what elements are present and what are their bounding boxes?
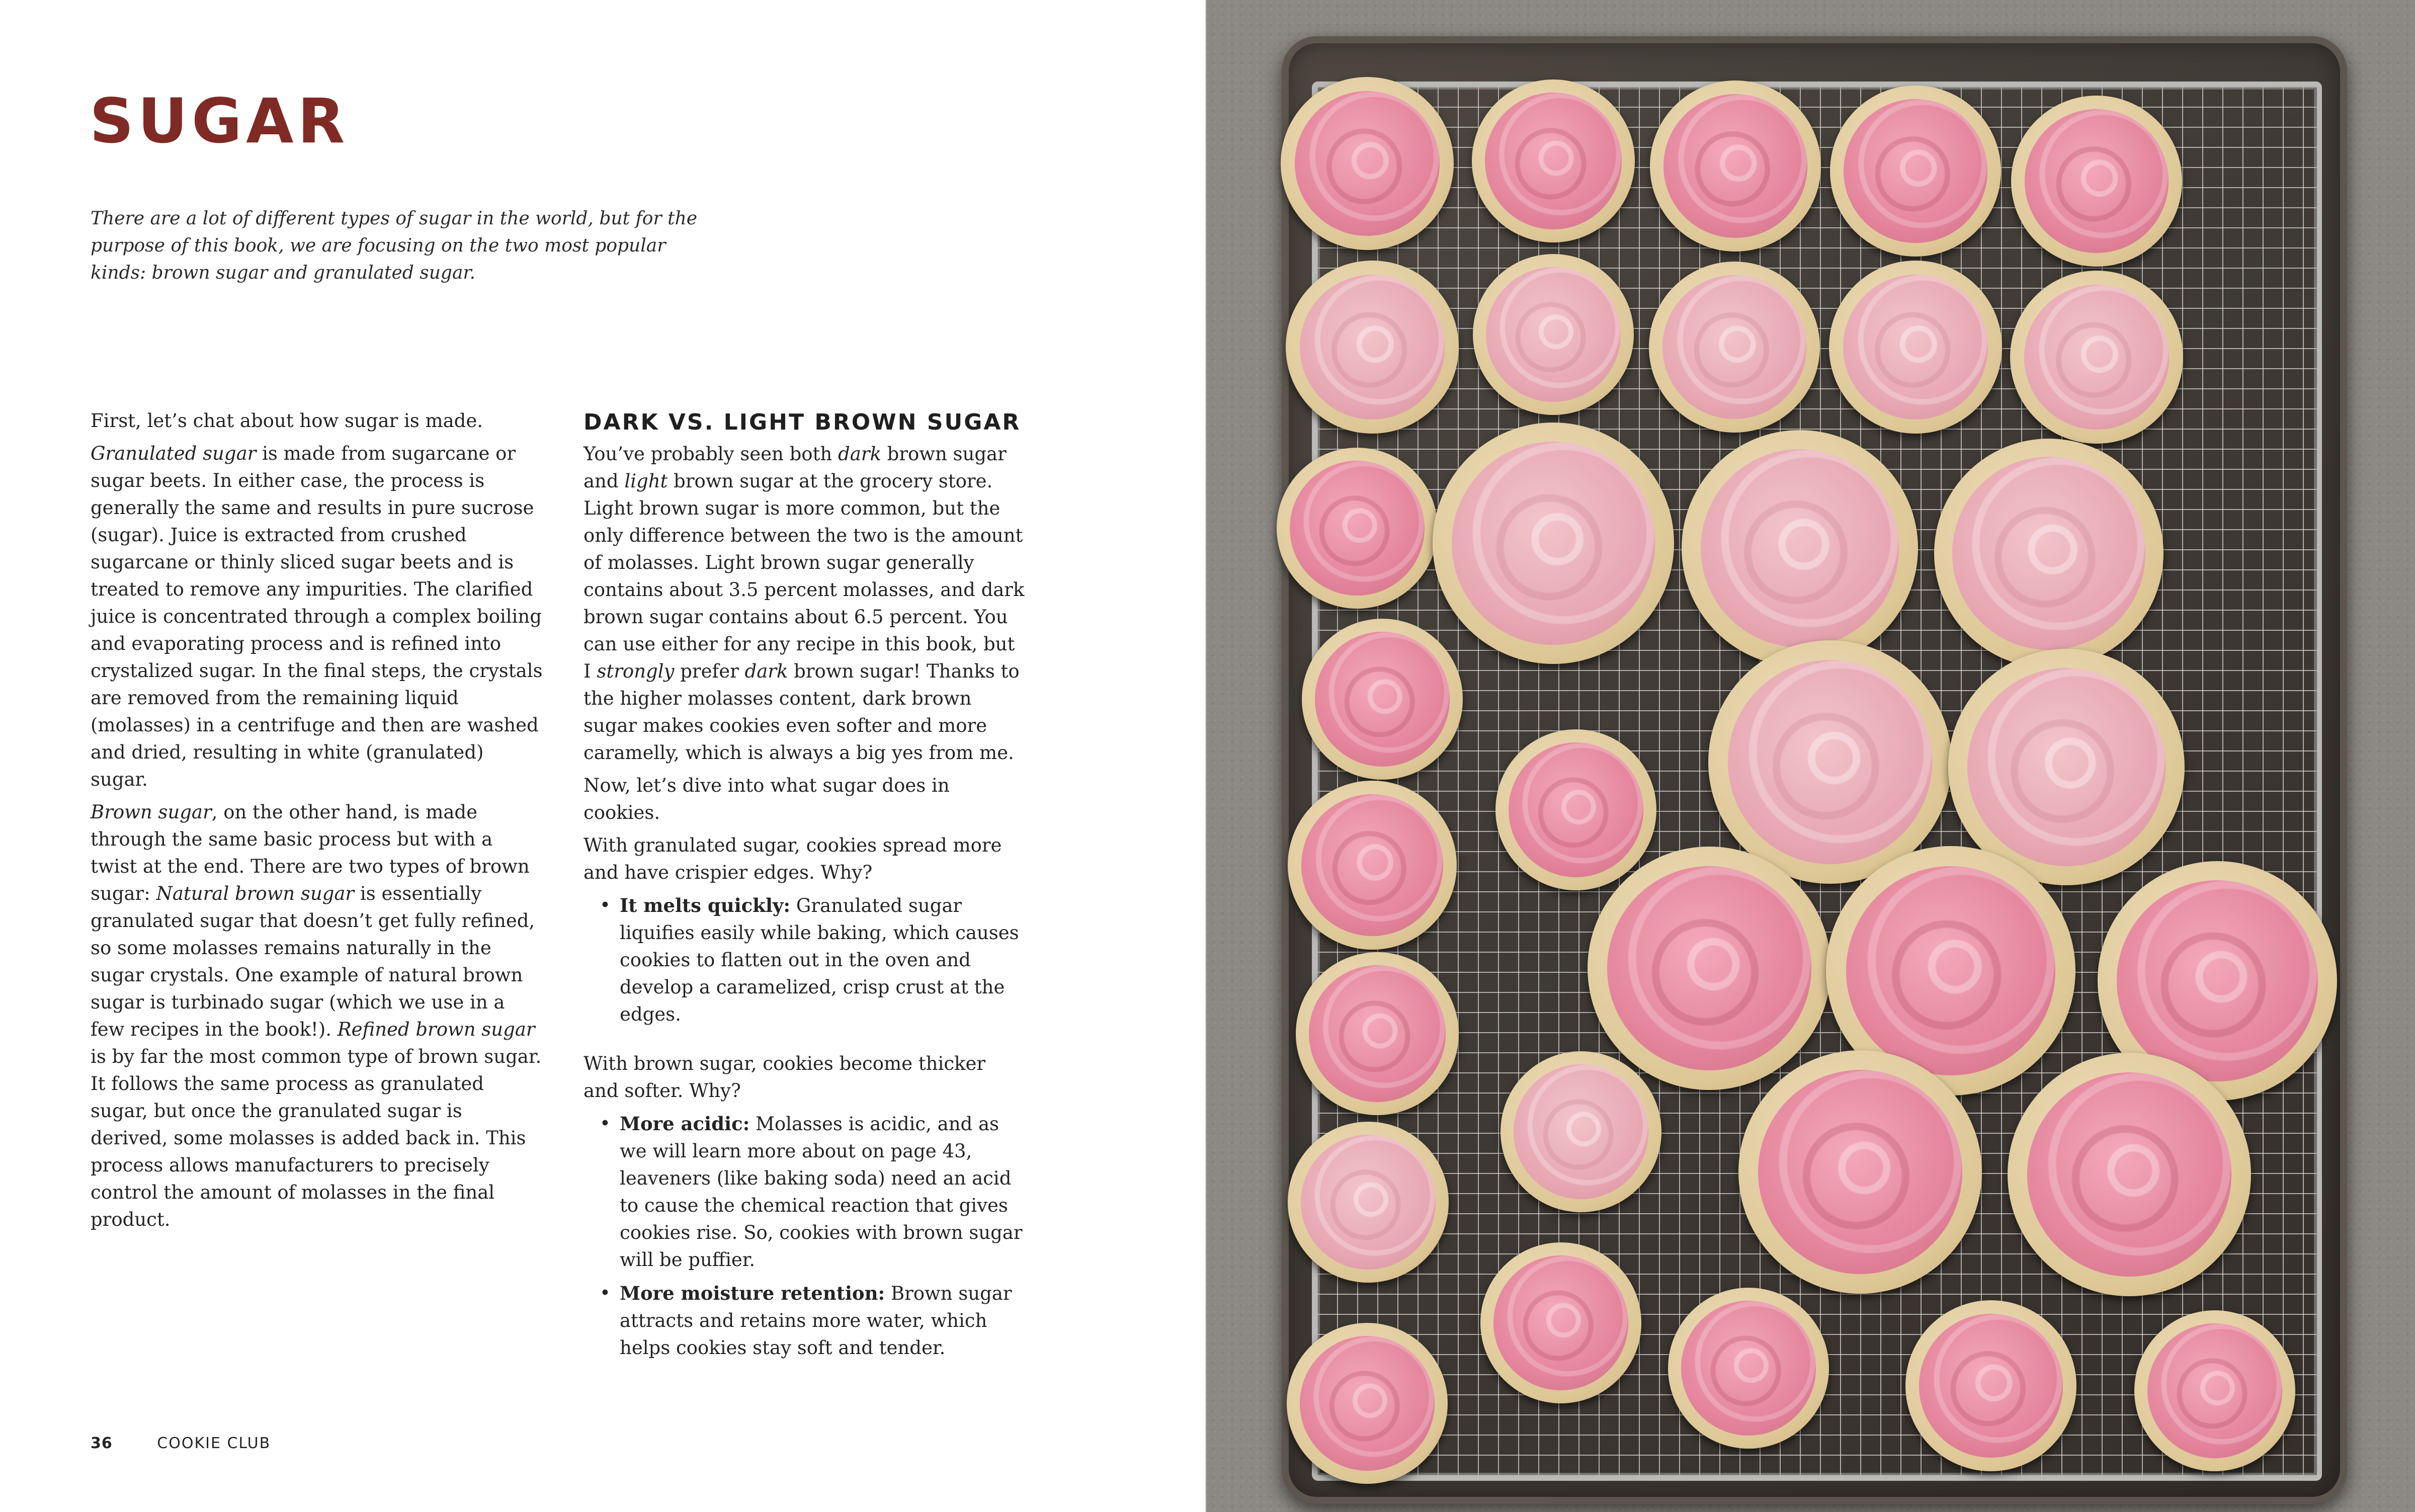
frosted-cookie <box>1286 261 1459 434</box>
frosting-swirl <box>2147 1323 2283 1459</box>
frosting-swirl <box>1493 1255 1629 1391</box>
frosting-swirl <box>1295 91 1440 236</box>
bullet-item <box>620 892 1026 1028</box>
frosted-cookie <box>1288 1122 1449 1283</box>
page-title: SUGAR <box>90 86 349 157</box>
paragraph-text: You’ve probably seen both <box>584 443 839 465</box>
frosted-cookie <box>1830 86 2001 257</box>
frosting-swirl <box>1300 1336 1435 1471</box>
frosting-swirl <box>2024 285 2170 430</box>
frosting-swirl <box>1728 660 1933 865</box>
frosted-cookie <box>1296 952 1459 1115</box>
frosted-cookie <box>1668 1288 1829 1449</box>
frosted-cookie <box>1277 448 1438 609</box>
frosted-cookie <box>1588 847 1831 1090</box>
frosting-swirl <box>1514 1064 1649 1200</box>
paragraph <box>91 440 543 793</box>
frosting-swirl <box>1315 632 1450 767</box>
frosted-cookie <box>1948 649 2185 885</box>
frosting-swirl <box>2027 1072 2232 1277</box>
emphasis: strongly <box>597 660 675 682</box>
section-subhead: DARK VS. LIGHT BROWN SUGAR <box>584 409 1021 435</box>
frosted-cookie <box>2008 1053 2251 1296</box>
right-column <box>584 407 1026 1384</box>
frosting-swirl <box>1300 275 1445 420</box>
paragraph-text: is by far the most common type of brown sugar. It follows the same process as granulated sugar, but once the granulated sugar is derived, some molasses is added back in. This process allows manufacturers to precisely control the amount of molasses in the final product. <box>91 1046 542 1230</box>
term-refined-brown-sugar: Refined brown sugar <box>337 1019 535 1040</box>
frosting-swirl <box>1509 742 1644 878</box>
paragraph <box>91 799 543 1233</box>
paragraph-text: brown sugar and <box>584 443 1007 492</box>
frosting-swirl <box>1701 449 1899 648</box>
book-title: COOKIE CLUB <box>157 1435 271 1452</box>
bullet-title: It melts quickly: <box>620 894 791 916</box>
paragraph-text: is made from sugarcane or sugar beets. In either case, the process is generally the same and results in pure sucrose (sugar). Juice is extracted from crushed sugarcane or thinly sliced sugar beets and is treated to remove any impurities. The clarified juice is concentrated through a complex boiling and evaporating process and is refined into crystalized sugar. In the final steps, the crystals are removed from the remaining liquid (molasses) in a centrifuge and then are washed and dried, resulting in white (granulated) sugar. <box>91 443 543 790</box>
term-natural-brown-sugar: Natural brown sugar <box>156 883 355 904</box>
paragraph-text: brown sugar at the grocery store. Light brown sugar is more common, but the only difference between the two is the amount of molasses. Light brown sugar generally contains about 3.5 percent molasses, and dark brown sugar contains about 6.5 percent. You can use either for any recipe in this book, but I <box>584 470 1025 682</box>
paragraph <box>584 1050 1026 1105</box>
frosted-cookie <box>1288 781 1457 950</box>
bullet-title: More acidic: <box>620 1113 750 1135</box>
emphasis: light <box>624 470 668 492</box>
bullet-title: More moisture retention: <box>620 1282 885 1304</box>
frosted-cookie <box>1650 80 1821 251</box>
frosted-cookie <box>1480 1242 1641 1403</box>
page-footer <box>91 1435 271 1452</box>
bullet-text: Brown sugar attracts and retains more water, which helps cookies stay soft and tender. <box>620 1283 1012 1359</box>
frosted-cookie <box>1501 1051 1661 1212</box>
frosting-swirl <box>1844 99 1987 243</box>
left-page <box>0 0 1206 1512</box>
frosted-cookie <box>1472 79 1635 242</box>
bullet-list-brown <box>584 1110 1026 1362</box>
paragraph-text: With granulated sugar, cookies spread more and have crispier edges. Why? <box>584 834 1002 883</box>
paragraph-text: is essentially granulated sugar that doesn’t get fully refined, so some molasses remains naturally in the sugar crystals. One example of natural brown sugar is turbinado sugar (which we use in a few recipes in the book!). <box>91 883 535 1040</box>
frosting-swirl <box>1952 457 2145 649</box>
frosted-cookie <box>1281 77 1454 250</box>
frosted-cookie <box>1708 640 1952 884</box>
frosted-cookie <box>2011 96 2182 267</box>
paragraph-text: First, let’s chat about how sugar is made. <box>91 410 483 432</box>
paragraph <box>584 772 1026 826</box>
bullet-list-granulated <box>584 892 1026 1028</box>
frosted-cookie <box>1682 430 1918 666</box>
bullet-text: Granulated sugar liquifies easily while baking, which causes cookies to flatten out in the oven and develop a caramelized, crisp crust at the edges. <box>620 895 1019 1025</box>
cookie-photo <box>1206 0 2415 1512</box>
emphasis: dark <box>838 443 881 465</box>
bullet-item <box>620 1280 1026 1362</box>
frosting-swirl <box>1662 275 1806 419</box>
frosting-swirl <box>1846 866 2056 1076</box>
bullet-item <box>620 1110 1026 1274</box>
cookie-layout <box>1206 0 2415 1512</box>
frosted-cookie <box>1433 423 1674 664</box>
paragraph-text: Now, let’s dive into what sugar does in cookies. <box>584 775 950 823</box>
frosting-swirl <box>1485 93 1622 229</box>
paragraph-text: With brown sugar, cookies become thicker and softer. Why? <box>584 1053 986 1102</box>
bullet-text: Molasses is acidic, and as we will learn more about on page 43, leaveners (like baking soda) need an acid to cause the chemical reaction that gives cookies rise. So, cookies with brown sugar will be puffier. <box>620 1113 1023 1271</box>
frosting-swirl <box>1301 794 1443 936</box>
paragraph <box>91 407 543 435</box>
frosted-cookie <box>1473 254 1634 415</box>
frosting-swirl <box>1290 461 1425 596</box>
term-granulated-sugar: Granulated sugar <box>91 443 257 464</box>
frosting-swirl <box>1452 442 1654 644</box>
frosted-cookie <box>2010 271 2183 444</box>
paragraph <box>584 441 1026 767</box>
frosting-swirl <box>1967 668 2166 867</box>
frosting-swirl <box>1607 866 1812 1071</box>
frosted-cookie <box>1302 619 1463 780</box>
paragraph-text: , on the other hand, is made through the same basic process but with a twist at the end. There are two types of brown sugar: <box>91 801 530 904</box>
frosting-swirl <box>1758 1070 1963 1275</box>
frosting-swirl <box>2117 880 2318 1081</box>
frosted-cookie <box>1649 262 1820 433</box>
frosted-cookie <box>1905 1300 2076 1471</box>
frosted-cookie <box>2134 1310 2295 1471</box>
frosting-swirl <box>1843 275 1988 420</box>
paragraph-text: prefer <box>674 660 745 682</box>
frosting-swirl <box>1663 94 1807 238</box>
paragraph <box>584 832 1026 886</box>
intro-text: There are a lot of different types of sugar in the world, but for the purpose of this book, we are focusing on the two most popular kinds: brown sugar and granulated sugar. <box>91 208 698 283</box>
frosting-swirl <box>1309 965 1446 1102</box>
frosted-cookie <box>1934 439 2163 668</box>
page-number: 36 <box>91 1435 113 1452</box>
frosted-cookie <box>1738 1050 1982 1294</box>
frosting-swirl <box>2025 109 2169 253</box>
frosted-cookie <box>1829 261 2002 434</box>
left-column <box>91 407 543 1239</box>
frosting-swirl <box>1301 1135 1436 1270</box>
term-brown-sugar: Brown sugar <box>91 801 212 823</box>
paragraph-text: brown sugar! Thanks to the higher molasses content, dark brown sugar makes cookies even softer and more caramelly, which is always a big yes from me. <box>584 660 1020 764</box>
emphasis: dark <box>744 660 788 682</box>
frosting-swirl <box>1919 1314 2063 1458</box>
frosted-cookie <box>1287 1323 1448 1484</box>
frosting-swirl <box>1681 1301 1816 1436</box>
frosting-swirl <box>1486 267 1621 402</box>
frosted-cookie <box>1495 729 1656 890</box>
